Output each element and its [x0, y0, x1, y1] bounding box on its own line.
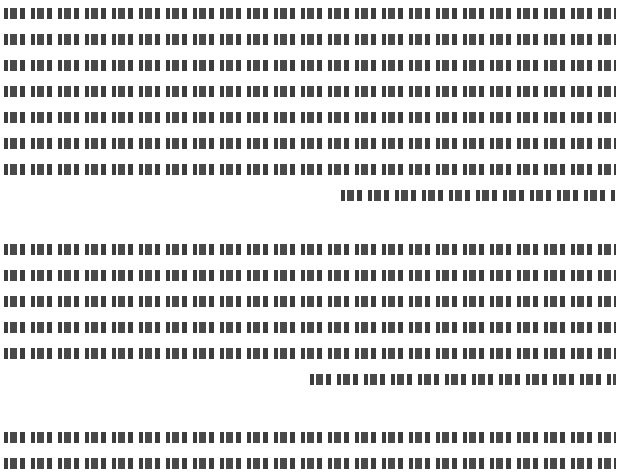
- urdu-text-line: [4, 138, 616, 149]
- article-line: [4, 424, 616, 450]
- urdu-text-line: [4, 322, 616, 333]
- article-paragraph-1: [4, 0, 616, 208]
- article-line: [4, 262, 616, 288]
- article-line: [4, 130, 616, 156]
- urdu-text-line: [4, 86, 616, 97]
- article-line: [4, 78, 616, 104]
- urdu-text-line: [4, 348, 616, 359]
- urdu-text-line: [4, 112, 616, 123]
- urdu-text-line: [4, 8, 616, 19]
- article-line: [4, 156, 616, 182]
- article-line: [4, 236, 616, 262]
- article-line: [4, 288, 616, 314]
- article-line: [4, 0, 616, 26]
- article-line: [4, 52, 616, 78]
- urdu-text-line: [4, 432, 616, 443]
- urdu-text-line: [341, 190, 616, 201]
- urdu-text-line: [4, 270, 616, 281]
- urdu-text-line: [4, 60, 616, 71]
- article-line: [4, 366, 616, 392]
- article-line: [4, 314, 616, 340]
- article-line: [4, 26, 616, 52]
- urdu-text-line: [4, 164, 616, 175]
- urdu-text-line: [4, 296, 616, 307]
- article-paragraph-3: [4, 424, 616, 476]
- article-line: [4, 104, 616, 130]
- urdu-text-line: [310, 374, 616, 385]
- article-line: [4, 450, 616, 476]
- article-line: [4, 182, 616, 208]
- urdu-text-line: [4, 34, 616, 45]
- article-paragraph-2: [4, 236, 616, 392]
- urdu-text-line: [4, 244, 616, 255]
- article-line: [4, 340, 616, 366]
